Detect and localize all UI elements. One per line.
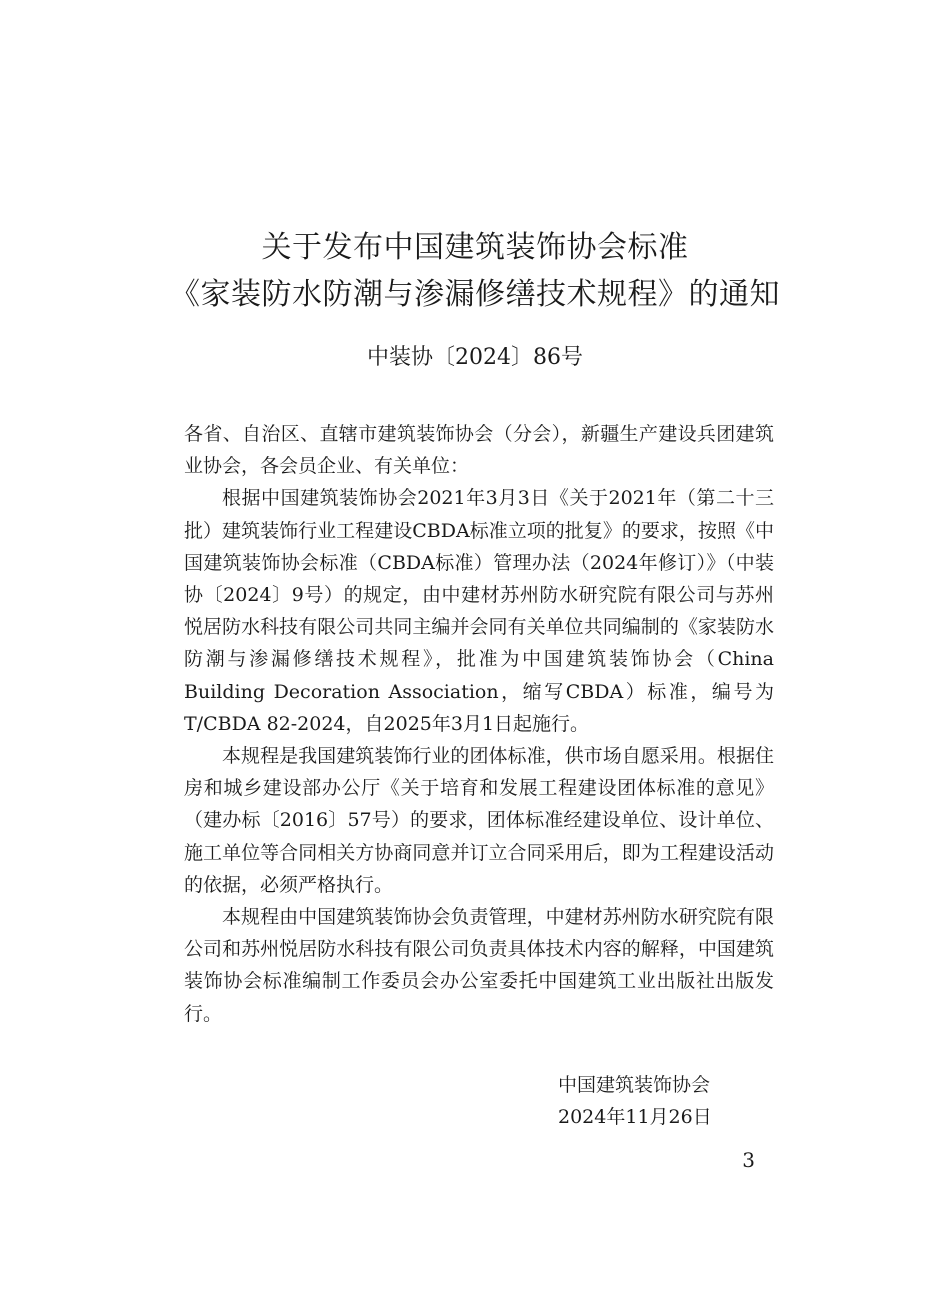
signature-organization: 中国建筑装饰协会 [558,1074,711,1096]
notice-title-line-2: 《家装防水防潮与渗漏修缮技术规程》的通知 [170,277,780,312]
body-paragraph-2: 本规程是我国建筑装饰行业的团体标准，供市场自愿采用。根据住房和城乡建设部办公厅《关于培育和发展工程建设团体标准的意见》（建办标〔2016〕57号）的要求，团体标准经建设单位、设计单位、施工单位等合同相关方协商同意并订立合同采用后，即为工程建设活动的依据，必须严格执行。 [184,745,774,896]
salutation: 各省、自治区、直辖市建筑装饰协会（分会），新疆生产建设兵团建筑业协会，各会员企业、有关单位： [184,423,774,478]
notice-body [184,418,774,1030]
body-paragraph-3: 本规程由中国建筑装饰协会负责管理，中建材苏州防水研究院有限公司和苏州悦居防水科技有限公司负责具体技术内容的解释，中国建筑装饰协会标准编制工作委员会办公室委托中国建筑工业出版社出版发行。 [184,906,774,1025]
body-paragraph-1: 根据中国建筑装饰协会2021年3月3日《关于2021年（第二十三批）建筑装饰行业工程建设CBDA标准立项的批复》的要求，按照《中国建筑装饰协会标准（CBDA标准）管理办法（2024年修订）》（中装协〔2024〕9号）的规定，由中建材苏州防水研究院有限公司与苏州悦居防水科技有限公司共同主编并会同有关单位共同编制的《家装防水防潮与渗漏修缮技术规程》，批准为中国建筑装饰协会（China Building Decoration Association，缩写CBDA）标准，编号为T/CBDA 82-2024，自2025年3月1日起施行。 [184,487,774,735]
notice-title-line-1: 关于发布中国建筑装饰协会标准 [261,230,689,265]
signature-date: 2024年11月26日 [558,1106,712,1128]
page-number: 3 [742,1148,755,1172]
document-number: 中装协〔2024〕86号 [367,345,583,370]
